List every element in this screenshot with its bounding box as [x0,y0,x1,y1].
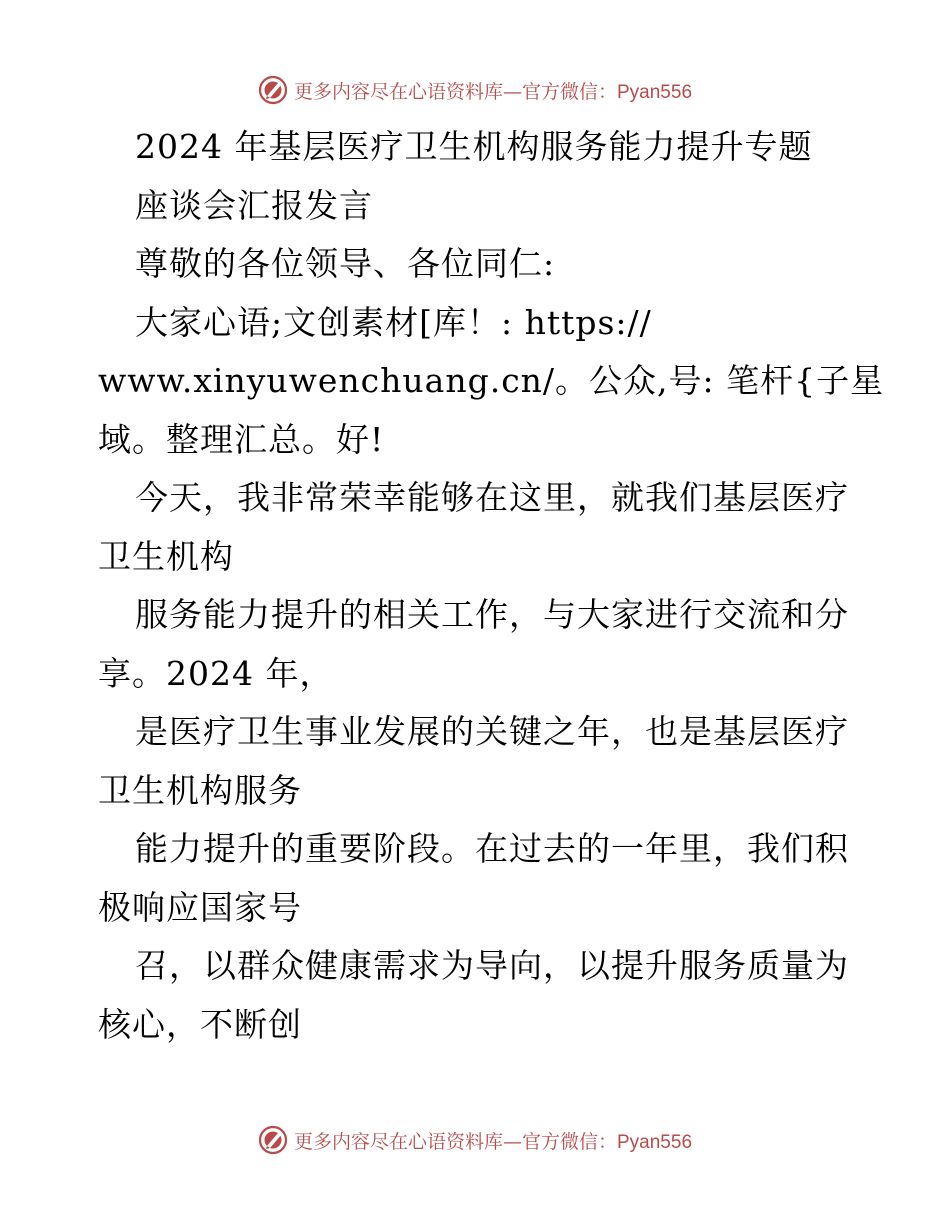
salutation-line: 尊敬的各位领导、各位同仁: [135,244,556,283]
text-line: 极响应国家号 [98,887,302,927]
text-line: 今天，我非常荣幸能够在这里，就我们基层医疗 [135,478,849,517]
document-body [98,118,885,1054]
text-line: www.xinyuwenchuang.cn/。公众,号: 笔杆{子星 [98,361,885,400]
watermark-text-cn: 更多内容尽在心语资料库—官方微信： [293,1130,617,1153]
text-line: 卫生机构 [98,536,234,576]
text-line: 域。整理汇总。好! [98,419,385,459]
watermark-banner-top [0,70,950,110]
watermark-text-cn: 更多内容尽在心语资料库—官方微信： [293,80,617,103]
watermark-banner-bottom [0,1120,950,1160]
text-line: 卫生机构服务 [98,770,302,810]
watermark-text [294,77,692,104]
text-line: 能力提升的重要阶段。在过去的一年里，我们积 [135,829,849,868]
text-line: 核心，不断创 [98,1004,302,1044]
pen-logo-icon [258,1125,288,1155]
title-line-2: 座谈会汇报发言 [135,185,373,225]
watermark-wechat-id: Pyan556 [617,1131,693,1153]
text-line: 大家心语;文创素材[库！: https:// [135,302,652,342]
pen-logo-icon [258,75,288,105]
watermark-text [294,1127,692,1154]
text-line: 享。2024 年， [98,653,334,693]
title-line-1: 2024 年基层医疗卫生机构服务能力提升专题 [135,127,813,166]
text-line: 召，以群众健康需求为导向，以提升服务质量为 [135,946,849,985]
text-line: 是医疗卫生事业发展的关键之年，也是基层医疗 [135,712,849,751]
text-line: 服务能力提升的相关工作，与大家进行交流和分 [135,595,849,634]
watermark-wechat-id: Pyan556 [617,81,693,103]
